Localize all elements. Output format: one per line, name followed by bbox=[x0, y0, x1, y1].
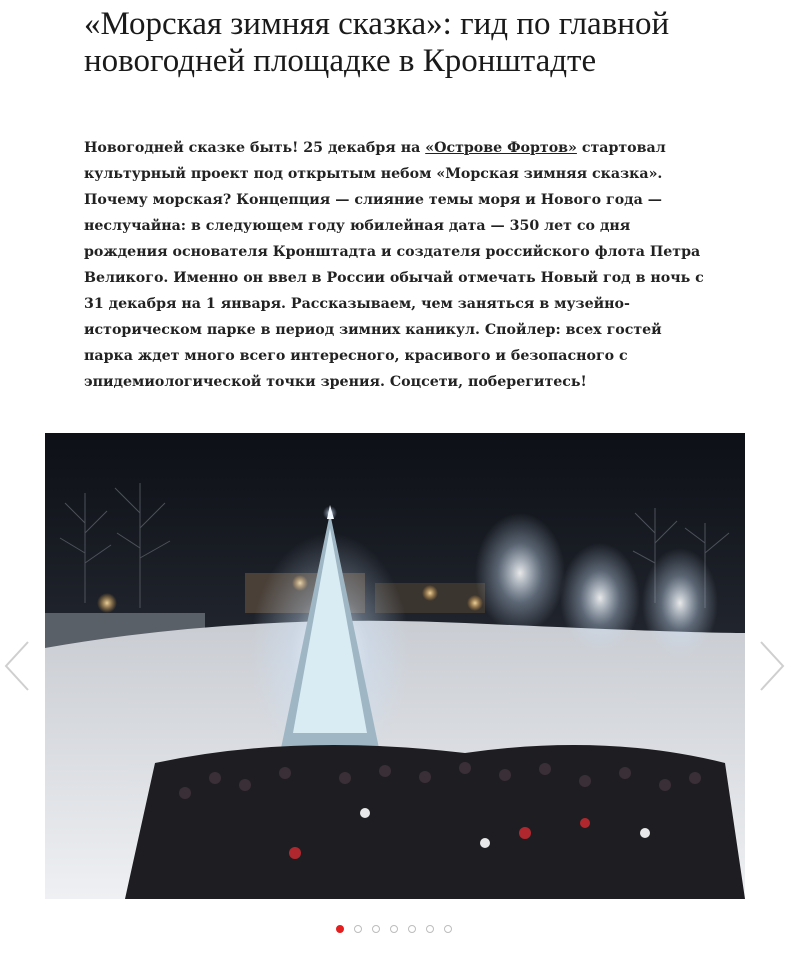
slider-next-button[interactable] bbox=[757, 640, 787, 692]
chevron-right-icon bbox=[757, 640, 787, 692]
slider-dot-6[interactable] bbox=[426, 925, 434, 933]
slider-dot-3[interactable] bbox=[372, 925, 380, 933]
slider-dot-2[interactable] bbox=[354, 925, 362, 933]
lead-text-end: стартовал культурный проект под открытым небом «Морская зимняя сказка». Почему морская? Концепция — слияние темы моря и Нового года — неслучайна: в следующем году юбилейная дата — 350 лет со дня рождения основателя Кронштадта и создателя российского флота Петра Великого. Именно он ввел в России обычай отмечать Новый год в ночь с 31 декабря на 1 января. Рассказываем, чем заняться в музейно-историческом парке в период зимних каникул. Спойлер: всех гостей парка ждет много всего интересного, красивого и безопасного с эпидемиологической точки зрения. Соцсети, поберегитесь! bbox=[84, 140, 704, 390]
slider-prev-button[interactable] bbox=[2, 640, 32, 692]
article-lead bbox=[84, 135, 709, 395]
slider-dot-4[interactable] bbox=[390, 925, 398, 933]
lead-text-start: Новогодней сказке быть! 25 декабря на bbox=[84, 140, 426, 156]
photo-slider[interactable] bbox=[45, 433, 745, 899]
slider-dot-5[interactable] bbox=[408, 925, 416, 933]
article-title: «Морская зимняя сказка»: гид по главной новогодней площадке в Кронштадте bbox=[84, 6, 670, 79]
slide-photo bbox=[45, 433, 745, 899]
slider-pagination bbox=[336, 925, 452, 935]
slider-dot-7[interactable] bbox=[444, 925, 452, 933]
ostrov-fortov-link[interactable]: «Острове Фортов» bbox=[425, 140, 577, 156]
chevron-left-icon bbox=[2, 640, 32, 692]
slider-dot-1[interactable] bbox=[336, 925, 344, 933]
